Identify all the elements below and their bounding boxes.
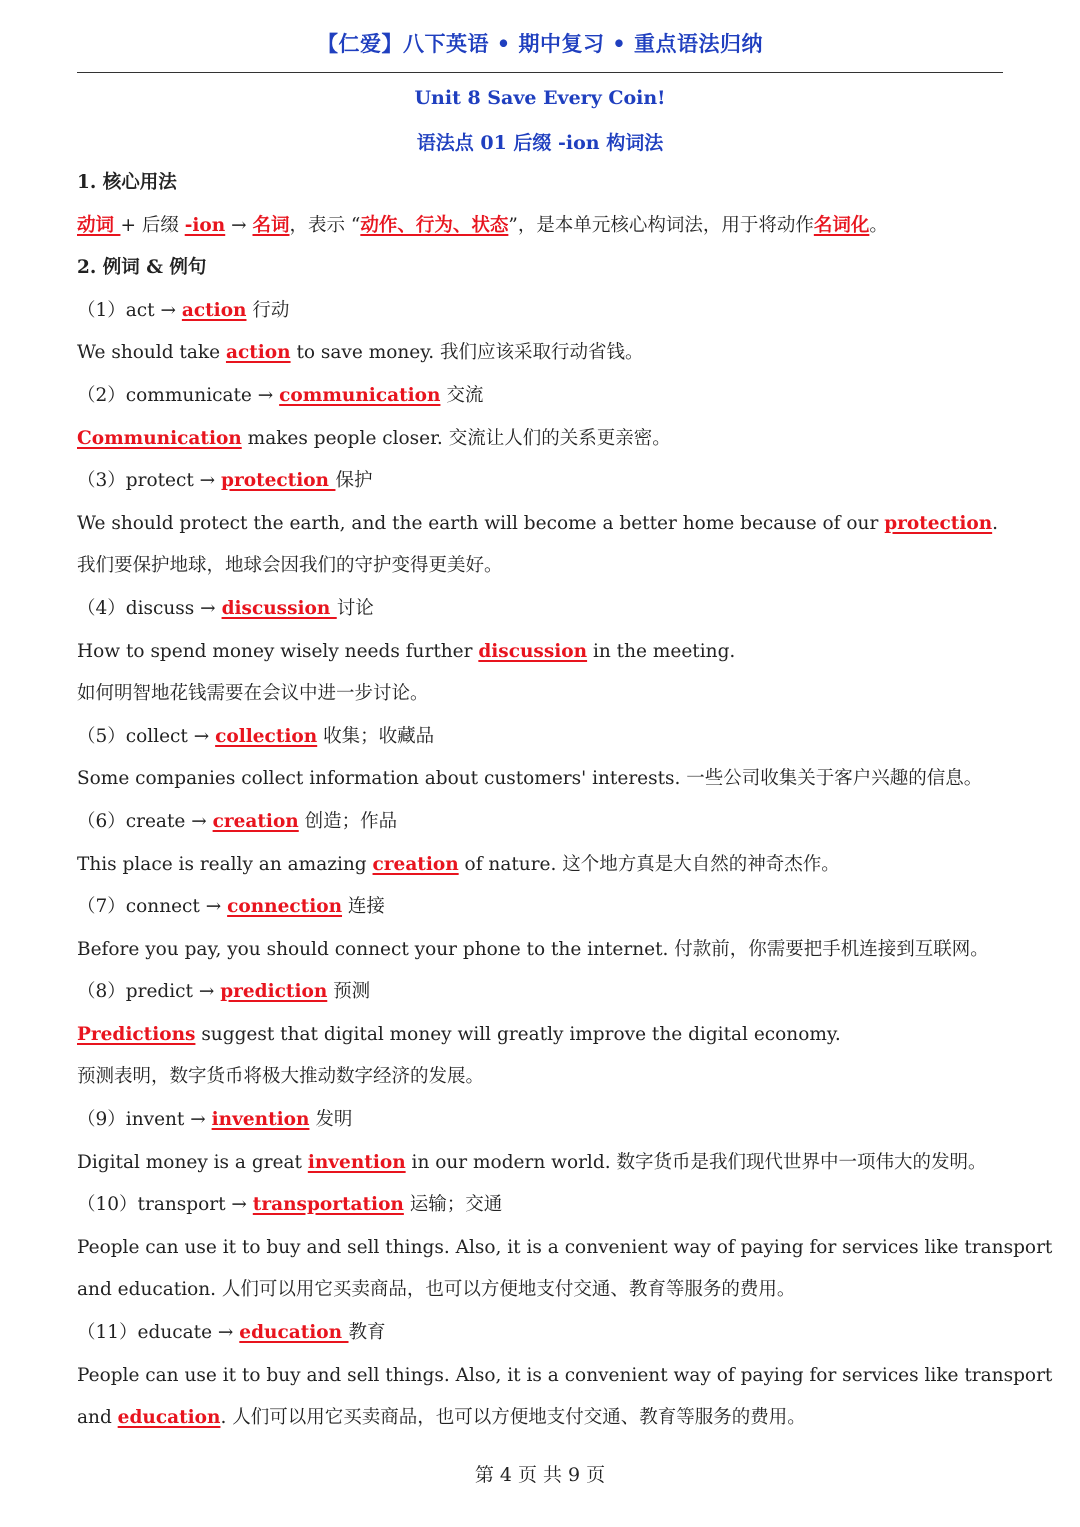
example-word-line [77, 716, 1017, 759]
rule-tail: ”，是本单元核心构词法，用于将动作 [508, 214, 814, 236]
example-base-word: predict → [125, 981, 221, 1003]
example-derived-noun: collection [215, 725, 318, 747]
core-rule-line [77, 205, 1017, 248]
example-number: （1） [77, 299, 126, 321]
example-sentence-line [77, 1397, 1017, 1440]
example-number: （4） [77, 597, 126, 619]
example-meaning: 讨论 [336, 597, 374, 619]
rule-end: 。 [869, 214, 888, 236]
example-sentence-line [77, 1227, 1053, 1270]
example-derived-noun: transportation [252, 1194, 404, 1216]
sentence-text: 我们要保护地球，地球会因我们的守护变得更美好。 [77, 555, 503, 577]
rule-nominalization: 名词化 [813, 214, 870, 236]
example-base-word: educate → [137, 1322, 240, 1344]
example-word-line [77, 801, 1017, 844]
rule-plus: + 后缀 [120, 214, 185, 236]
sentence-text: How to spend money wisely needs further [77, 640, 479, 662]
sentence-keyword: action [225, 342, 291, 364]
example-word-line [77, 1099, 1017, 1142]
example-sentence-line [77, 332, 1017, 375]
sentence-text: People can use it to buy and sell things. Also, it is a convenient way of paying for services like transport [77, 1236, 1053, 1258]
sentence-keyword: protection [884, 512, 993, 534]
example-word-line [77, 886, 1017, 929]
example-derived-noun: prediction [220, 981, 328, 1003]
example-sentence-line [77, 545, 1017, 588]
sentence-keyword: creation [372, 853, 459, 875]
sentence-text: This place is really an amazing [77, 853, 373, 875]
sentence-text: and [77, 1407, 118, 1429]
example-sentence-line [77, 503, 1017, 546]
example-number: （11） [77, 1322, 138, 1344]
sentence-text: and education. 人们可以用它买卖商品，也可以方便地支付交通、教育等服务的费用。 [77, 1279, 796, 1301]
example-number: （8） [77, 981, 126, 1003]
example-derived-noun: creation [212, 810, 299, 832]
sentence-text: People can use it to buy and sell things. Also, it is a convenient way of paying for services like transport [77, 1364, 1053, 1386]
example-meaning: 行动 [252, 299, 290, 321]
example-derived-noun: action [181, 299, 247, 321]
sentence-text-tail: . [992, 512, 999, 534]
example-base-word: invent → [125, 1109, 212, 1131]
example-base-word: collect → [125, 725, 216, 747]
example-sentence-line [77, 673, 1017, 716]
example-derived-noun: connection [227, 896, 343, 918]
example-derived-noun: discussion [221, 597, 337, 619]
example-base-word: communicate → [125, 384, 280, 406]
example-number: （5） [77, 725, 126, 747]
sentence-text: We should take [77, 342, 226, 364]
sentence-text: Digital money is a great [77, 1151, 308, 1173]
sentence-text-tail: makes people closer. 交流让人们的关系更亲密。 [241, 427, 671, 449]
example-sentence-line [77, 1269, 1017, 1312]
sentence-text-tail: of nature. 这个地方真是大自然的神奇杰作。 [458, 853, 840, 875]
sentence-keyword: discussion [478, 640, 588, 662]
rule-meaning: 动作、行为、状态 [360, 214, 509, 236]
example-base-word: protect → [125, 470, 222, 492]
example-sentence-line [77, 1014, 1017, 1057]
example-meaning: 收集；收藏品 [323, 725, 435, 747]
example-number: （9） [77, 1109, 126, 1131]
sentence-text-tail: suggest that digital money will greatly improve the digital economy. [195, 1023, 841, 1045]
example-sentence-line [77, 1355, 1053, 1398]
content-body [77, 162, 1053, 1440]
sentence-text: Before you pay, you should connect your phone to the internet. 付款前，你需要把手机连接到互联网。 [77, 938, 989, 960]
rule-arrow: → [225, 214, 253, 236]
example-number: （10） [77, 1194, 138, 1216]
example-base-word: create → [125, 810, 213, 832]
example-meaning: 连接 [347, 896, 385, 918]
example-word-line [77, 1312, 1017, 1355]
example-base-word: connect → [125, 896, 228, 918]
example-number: （3） [77, 470, 126, 492]
example-meaning: 运输；交通 [409, 1194, 503, 1216]
sentence-text: We should protect the earth, and the earth will become a better home because of our [77, 512, 885, 534]
example-word-line [77, 588, 1017, 631]
example-sentence-line [77, 418, 1017, 461]
example-sentence-line [77, 1056, 1017, 1099]
example-base-word: act → [125, 299, 182, 321]
example-sentence-line [77, 758, 1017, 801]
example-derived-noun: communication [279, 384, 441, 406]
grammar-point-title: 语法点 01 后缀 -ion 构词法 [416, 132, 664, 154]
sentence-text-tail: . 人们可以用它买卖商品，也可以方便地支付交通、教育等服务的费用。 [220, 1407, 806, 1429]
example-derived-noun: invention [211, 1109, 310, 1131]
example-word-line [77, 971, 1017, 1014]
unit-title: Unit 8 Save Every Coin! [414, 87, 666, 109]
sentence-text-tail: in the meeting. [587, 640, 736, 662]
sentence-text-tail: to save money. 我们应该采取行动省钱。 [290, 342, 644, 364]
rule-suffix: -ion [184, 214, 226, 236]
sentence-keyword: education [117, 1407, 221, 1429]
document-header-title: 【仁爱】八下英语 • 期中复习 • 重点语法归纳 [316, 31, 764, 56]
example-number: （2） [77, 384, 126, 406]
rule-noun: 名词 [252, 214, 290, 236]
sentence-keyword: invention [307, 1151, 406, 1173]
example-derived-noun: education [239, 1322, 349, 1344]
example-sentence-line [77, 1142, 1017, 1185]
example-meaning: 发明 [315, 1109, 353, 1131]
example-sentence-line [77, 844, 1017, 887]
example-sentence-line [77, 631, 1017, 674]
page-footer: 第 4 页 共 9 页 [474, 1464, 606, 1486]
sentence-text: 如何明智地花钱需要在会议中进一步讨论。 [77, 683, 429, 705]
example-base-word: discuss → [125, 597, 222, 619]
example-meaning: 教育 [348, 1322, 386, 1344]
section-heading-examples: 2. 例词 & 例句 [77, 257, 207, 279]
example-meaning: 预测 [333, 981, 371, 1003]
example-number: （6） [77, 810, 126, 832]
sentence-text: 预测表明，数字货币将极大推动数字经济的发展。 [77, 1066, 485, 1088]
header-divider [77, 72, 1003, 73]
section-heading-core-usage: 1. 核心用法 [77, 172, 177, 193]
example-base-word: transport → [137, 1194, 253, 1216]
example-meaning: 保护 [335, 470, 373, 492]
example-derived-noun: protection [221, 470, 336, 492]
sentence-text: Some companies collect information about customers' interests. 一些公司收集关于客户兴趣的信息。 [77, 768, 983, 790]
example-meaning: 交流 [446, 384, 484, 406]
example-word-line [77, 460, 1017, 503]
sentence-keyword: Predictions [77, 1023, 196, 1045]
example-word-line [77, 290, 1017, 333]
example-sentence-line [77, 929, 1017, 972]
example-number: （7） [77, 896, 126, 918]
sentence-text-tail: in our modern world. 数字货币是我们现代世界中一项伟大的发明。 [405, 1151, 987, 1173]
example-word-line [77, 375, 1017, 418]
example-word-line [77, 1184, 1017, 1227]
example-meaning: 创造；作品 [304, 810, 398, 832]
rule-mid: ，表示 “ [289, 214, 361, 236]
rule-verb: 动词 [77, 214, 121, 236]
sentence-keyword: Communication [77, 427, 242, 449]
examples-list [77, 290, 1053, 1440]
